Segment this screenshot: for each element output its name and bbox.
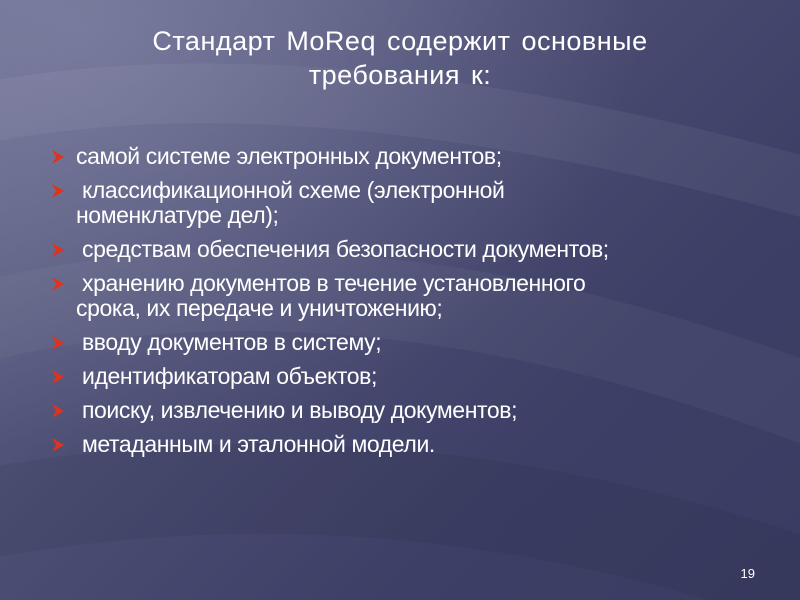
arrow-bullet-icon — [50, 242, 66, 258]
bullet-item — [48, 432, 748, 457]
bullet-text-line2: номенклатуре дел); — [76, 202, 279, 228]
slide-title-line2: требования к: — [308, 60, 492, 90]
bullet-item — [48, 364, 748, 389]
bullet-text-line1: самой системе электронных документов; — [76, 143, 502, 169]
arrow-bullet-icon — [50, 276, 66, 292]
bullet-text-line1: средствам обеспечения безопасности документов; — [76, 236, 609, 262]
bullet-text-line1: поиску, извлечению и выводу документов; — [76, 397, 518, 423]
bullet-item — [48, 398, 748, 423]
arrow-bullet-icon — [50, 335, 66, 351]
bullet-text-line2: срока, их передаче и уничтожению; — [76, 295, 443, 321]
bullet-item — [48, 271, 748, 321]
arrow-bullet-icon — [50, 369, 66, 385]
bullet-text-line1: классификационной схеме (электронной — [76, 177, 505, 203]
bullet-item — [48, 237, 748, 262]
bullet-text-line1: вводу документов в систему; — [76, 329, 382, 355]
arrow-bullet-icon — [50, 183, 66, 199]
slide-title — [100, 24, 700, 92]
bullet-item — [48, 178, 748, 228]
bullet-text-line1: хранению документов в течение установленного — [76, 270, 586, 296]
arrow-bullet-icon — [50, 437, 66, 453]
page-number: 19 — [740, 566, 755, 581]
arrow-bullet-icon — [50, 149, 66, 165]
slide-title-line1: Стандарт MoReq содержит основные — [152, 26, 648, 56]
bullet-text-line1: метаданным и эталонной модели. — [76, 431, 435, 457]
bullet-item — [48, 144, 748, 169]
bullet-text-line1: идентификаторам объектов; — [76, 363, 377, 389]
arrow-bullet-icon — [50, 403, 66, 419]
bullet-item — [48, 330, 748, 355]
bullet-list — [48, 144, 748, 457]
